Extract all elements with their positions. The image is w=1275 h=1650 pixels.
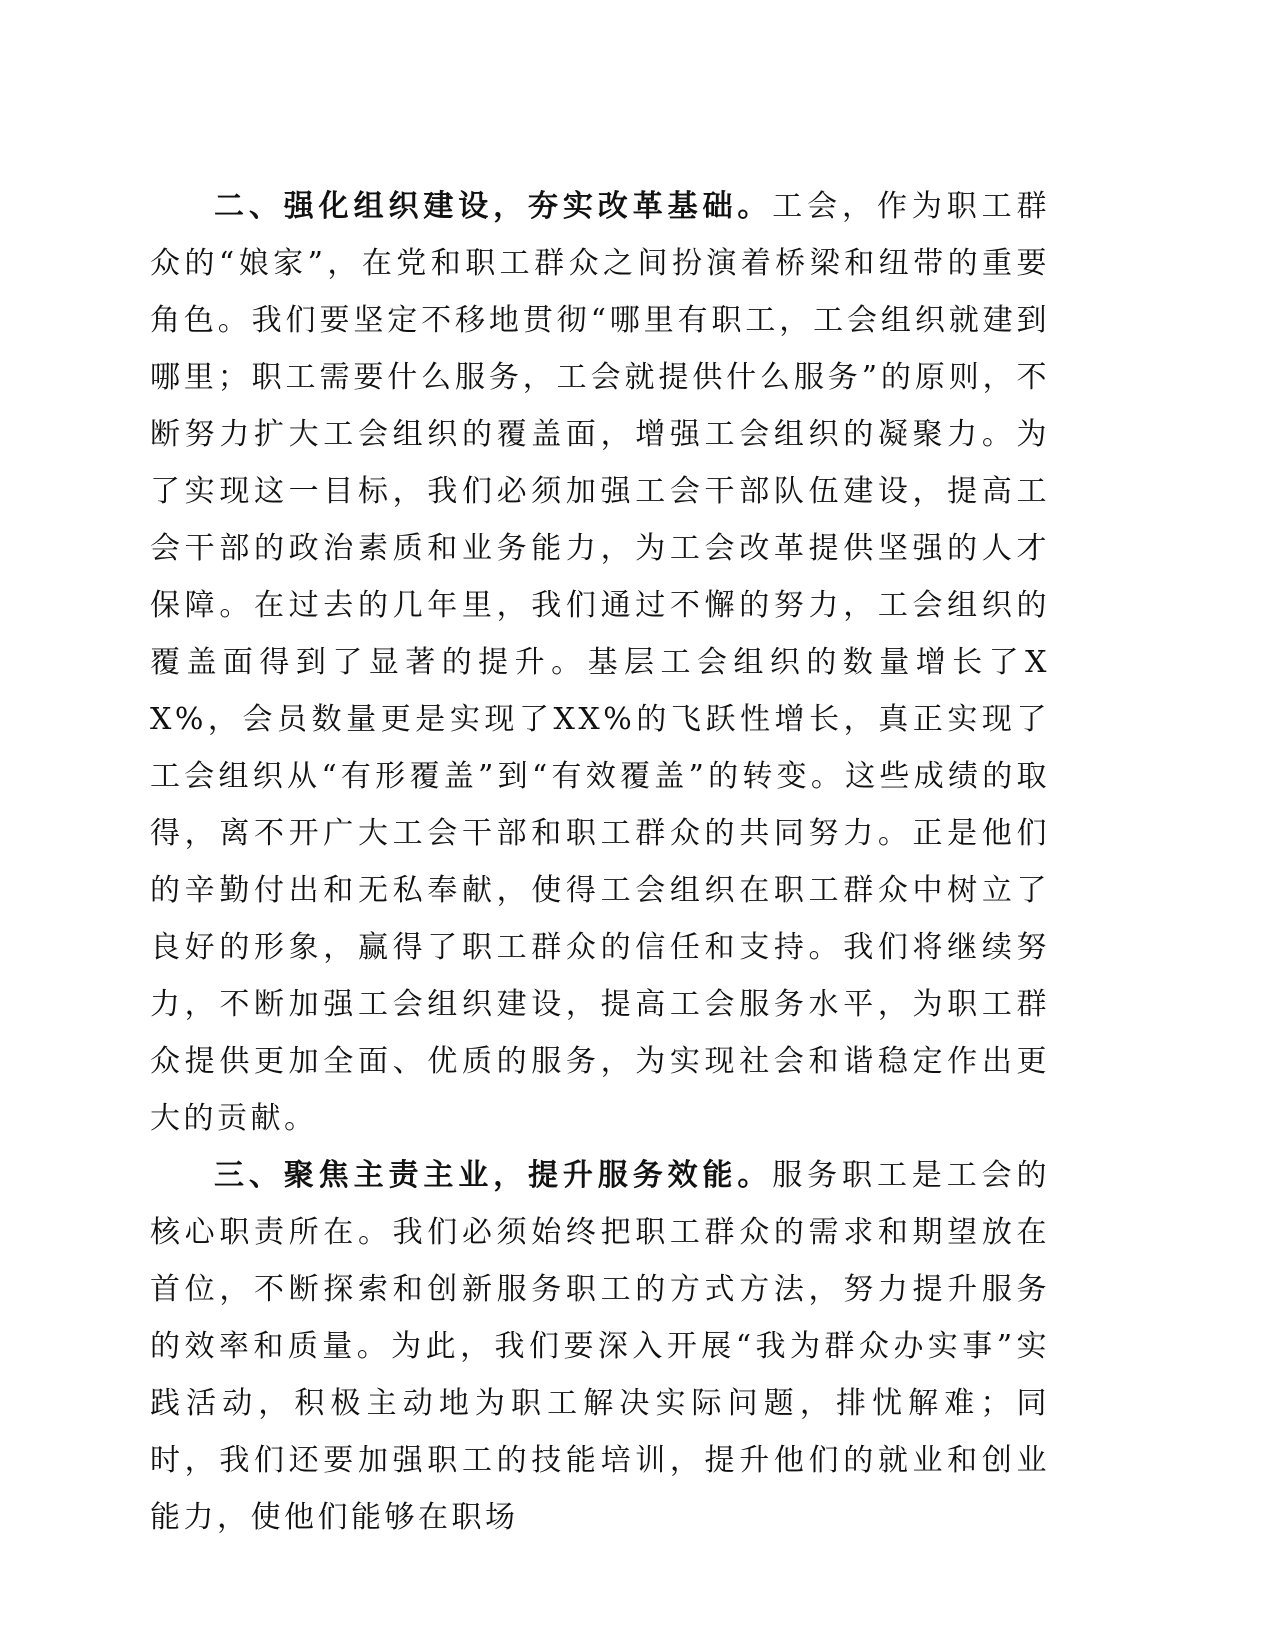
section-body-two: 工会，作为职工群众的“娘家”，在党和职工群众之间扮演着桥梁和纽带的重要角色。我们要坚定不移地贯彻“哪里有职工，工会组织就建到哪里；职工需要什么服务，工会就提供什么服务”的原则，不断努力扩大工会组织的覆盖面，增强工会组织的凝聚力。为了实现这一目标，我们必须加强工会干部队伍建设，提高工会干部的政治素质和业务能力，为工会改革提供坚强的人才保障。在过去的几年里，我们通过不懈的努力，工会组织的覆盖面得到了显著的提升。基层工会组织的数量增长了XX%，会员数量更是实现了XX%的飞跃性增长，真正实现了工会组织从“有形覆盖”到“有效覆盖”的转变。这些成绩的取得，离不开广大工会干部和职工群众的共同努力。正是他们的辛勤付出和无私奉献，使得工会组织在职工群众中树立了良好的形象，赢得了职工群众的信任和支持。我们将继续努力，不断加强工会组织建设，提高工会服务水平，为职工群众提供更加全面、优质的服务，为实现社会和谐稳定作出更大的贡献。: [150, 189, 1051, 1136]
section-heading-three: 三、聚焦主责主业，提升服务效能。: [214, 1158, 773, 1193]
document-body: [150, 178, 1050, 1546]
paragraph-section-two: [150, 178, 1050, 1147]
section-heading-two: 二、强化组织建设，夯实改革基础。: [214, 189, 773, 224]
section-body-three: 服务职工是工会的核心职责所在。我们必须始终把职工群众的需求和期望放在首位，不断探索和创新服务职工的方式方法，努力提升服务的效率和质量。为此，我们要深入开展“我为群众办实事”实践活动，积极主动地为职工解决实际问题，排忧解难；同时，我们还要加强职工的技能培训，提升他们的就业和创业能力，使他们能够在职场: [150, 1158, 1051, 1535]
paragraph-section-three: [150, 1147, 1050, 1546]
